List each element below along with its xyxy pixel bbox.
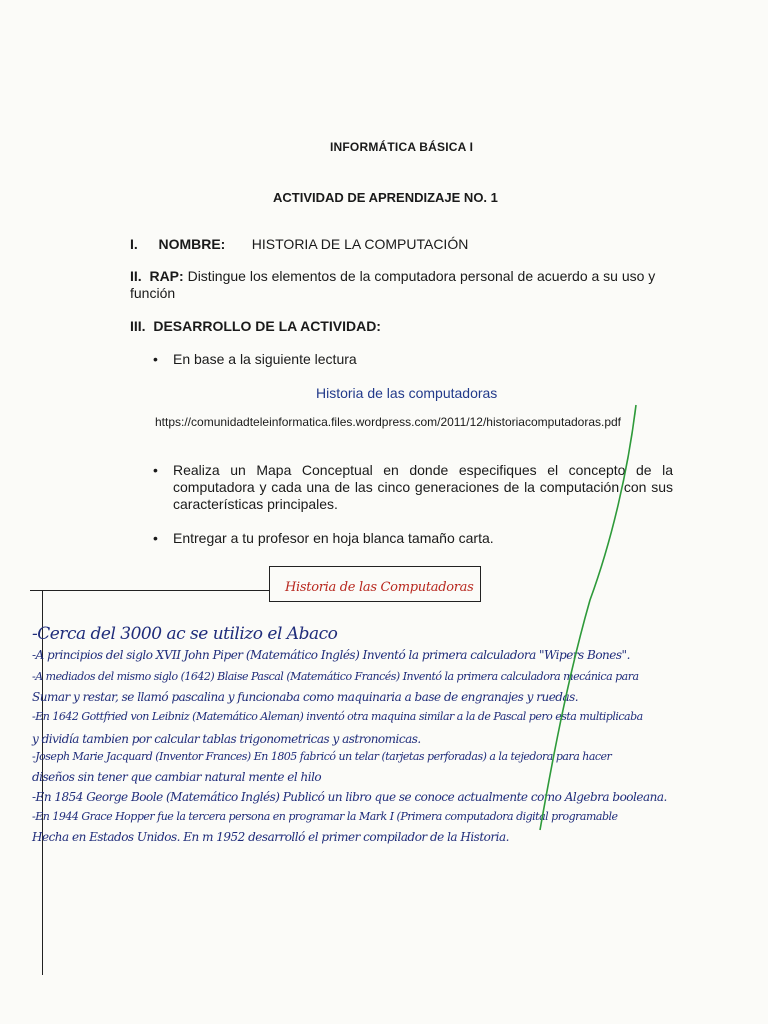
section-label: RAP: — [149, 268, 184, 284]
section-label: NOMBRE: — [158, 236, 226, 252]
section-desarrollo — [130, 318, 381, 334]
section-number: II. — [130, 268, 142, 284]
handwritten-line: diseños sin tener que cambiar natural mente el hilo — [32, 770, 322, 784]
bullet-lectura: • En base a la siguiente lectura — [173, 351, 357, 368]
bullet-entregar: • Entregar a tu profesor en hoja blanca tamaño carta. — [173, 530, 494, 547]
section-number: III. — [130, 318, 146, 334]
bullet-mapa: • Realiza un Mapa Conceptual en donde especifiques el concepto de la computadora y cada una de las cinco generaciones de la computación con sus características principales. — [173, 462, 673, 513]
section-text: Distingue los elementos de la computadora personal de acuerdo a su uso y función — [130, 268, 656, 301]
handwritten-line: Sumar y restar, se llamó pascalina y funcionaba como maquinaria a base de engranajes y ruedas. — [32, 690, 579, 704]
handwritten-line: -En 1944 Grace Hopper fue la tercera persona en programar la Mark I (Primera computadora digital programable — [32, 810, 618, 823]
reading-url[interactable]: https://comunidadteleinformatica.files.wordpress.com/2011/12/historiacomputadoras.pdf — [155, 415, 622, 429]
handwritten-line: -Joseph Marie Jacquard (Inventor Frances) En 1805 fabricó un telar (tarjetas perforadas) a la tejedora para hacer — [32, 750, 612, 763]
handwritten-line: Hecha en Estados Unidos. En m 1952 desarrolló el primer compilador de la Historia. — [32, 830, 509, 844]
handwritten-line: -En 1642 Gottfried von Leibniz (Matemático Aleman) inventó otra maquina similar a la de Pascal pero esta multiplicaba — [32, 710, 643, 723]
section-rap — [130, 268, 690, 302]
activity-title: ACTIVIDAD DE APRENDIZAJE NO. 1 — [273, 190, 498, 205]
section-label: DESARROLLO DE LA ACTIVIDAD: — [153, 318, 381, 334]
section-value: HISTORIA DE LA COMPUTACIÓN — [251, 236, 469, 252]
section-nombre — [130, 236, 468, 254]
handwritten-line: -A mediados del mismo siglo (1642) Blaise Pascal (Matemático Francés) Inventó la primera calculadora mecánica para — [32, 670, 639, 683]
handwritten-line: -En 1854 George Boole (Matemático Inglés) Publicó un libro que se conoce actualmente como Algebra booleana. — [32, 790, 667, 804]
handwritten-line: -A principios del siglo XVII John Piper (Matemático Inglés) Inventó la primera calculadora "Wipers Bones". — [32, 648, 630, 662]
handwritten-title: Historia de las Computadoras — [285, 580, 474, 595]
handwritten-line: -Cerca del 3000 ac se utilizo el Abaco — [32, 624, 338, 644]
course-title: INFORMÁTICA BÁSICA I — [330, 140, 474, 154]
handwritten-top-rule — [30, 590, 270, 591]
reading-link-title[interactable]: Historia de las computadoras — [316, 385, 498, 401]
handwritten-line: y dividía tambien por calcular tablas trigonometricas y astronomicas. — [32, 732, 421, 746]
section-number: I. — [130, 236, 138, 252]
